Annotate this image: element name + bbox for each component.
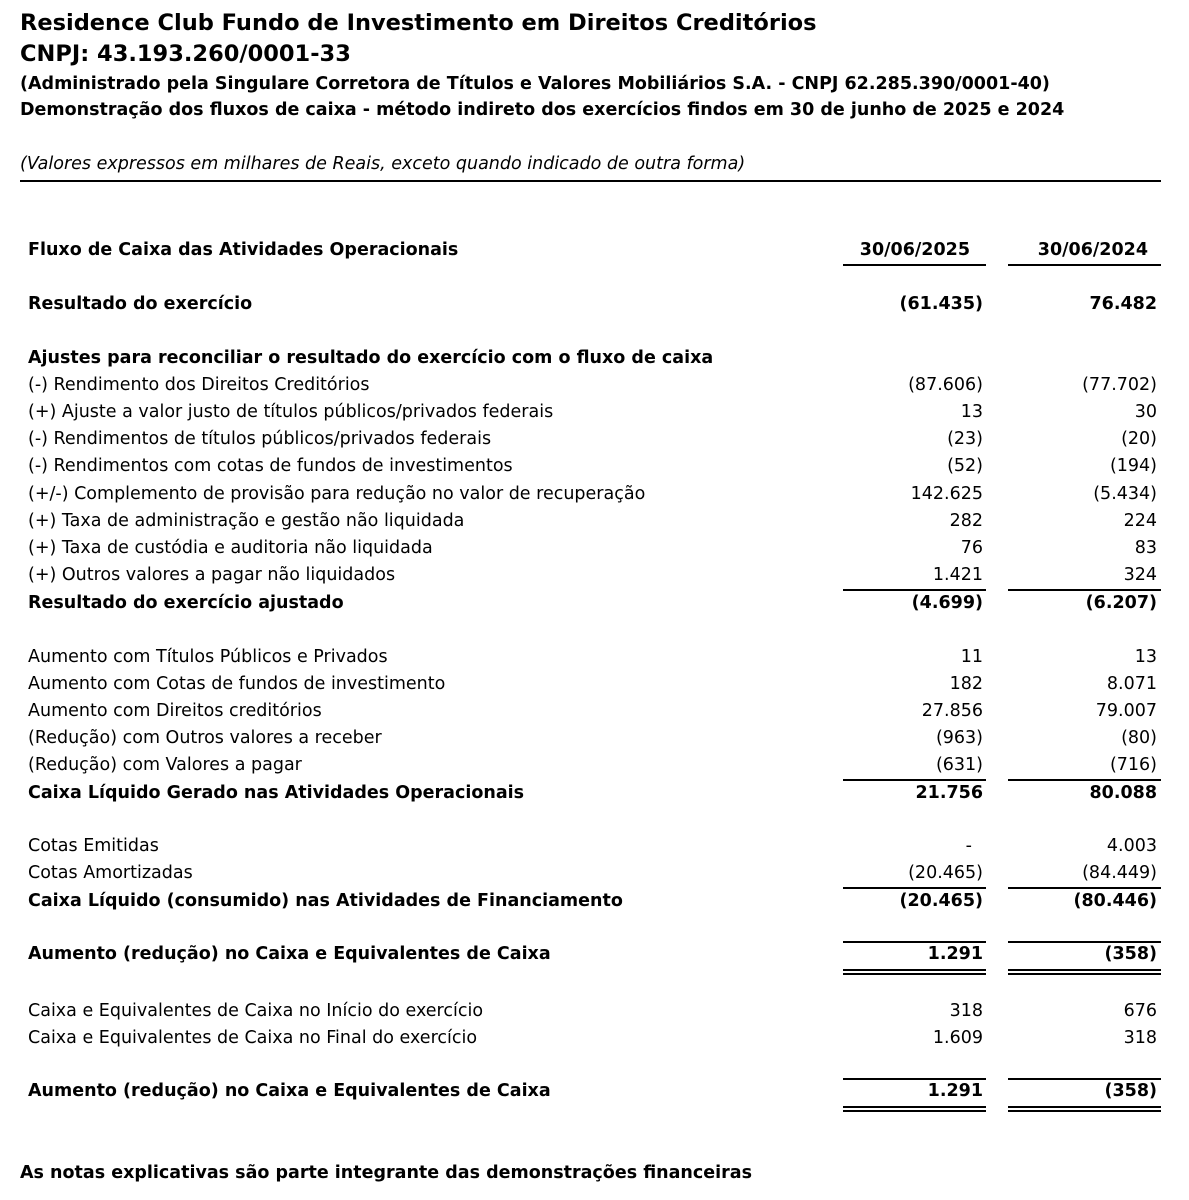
table-row: [0, 399, 1189, 425]
value-2024: 4.003: [1106, 836, 1157, 856]
footer-note: As notas explicativas são parte integrante das demonstrações financeiras: [20, 1163, 752, 1183]
row-label: (+) Ajuste a valor justo de títulos públicos/privados federais: [28, 402, 554, 422]
row-label: Caixa e Equivalentes de Caixa no Final do exercício: [28, 1028, 478, 1048]
column-header-underline-2025: [843, 264, 986, 266]
table-row: [0, 372, 1189, 398]
row-label: (+) Taxa de custódia e auditoria não liquidada: [28, 538, 433, 558]
table-row: [0, 671, 1189, 697]
row-label: (-) Rendimentos de títulos públicos/privados federais: [28, 429, 492, 449]
value-2024: (194): [1109, 456, 1157, 476]
row-label: (+) Outros valores a pagar não liquidados: [28, 565, 396, 585]
value-2025: 1.421: [932, 565, 983, 585]
value-2024: (84.449): [1082, 863, 1157, 883]
table-row: [0, 345, 1189, 371]
administrator-line: (Administrado pela Singulare Corretora de Títulos e Valores Mobiliários S.A. - CNPJ 62.285.390/0001-40): [20, 74, 1050, 94]
row-label: Caixa Líquido (consumido) nas Atividades de Financiamento: [28, 891, 623, 911]
value-2024: (20): [1121, 429, 1157, 449]
table-row: [0, 644, 1189, 670]
table-row: [0, 888, 1189, 914]
value-2025: 1.609: [932, 1028, 983, 1048]
table-row: [0, 941, 1189, 967]
row-label: Aumento (redução) no Caixa e Equivalentes de Caixa: [28, 944, 551, 964]
value-2025: (631): [935, 755, 983, 775]
header-divider: [20, 180, 1161, 182]
row-label: (Redução) com Outros valores a receber: [28, 728, 382, 748]
row-label: Aumento (redução) no Caixa e Equivalentes de Caixa: [28, 1081, 551, 1101]
table-row: [0, 752, 1189, 778]
value-2024: 30: [1134, 402, 1157, 422]
row-label: (Redução) com Valores a pagar: [28, 755, 302, 775]
table-row: [0, 1078, 1189, 1104]
value-2024: 318: [1123, 1028, 1157, 1048]
units-note: (Valores expressos em milhares de Reais, exceto quando indicado de outra forma): [20, 154, 746, 174]
value-2025: 1.291: [927, 1081, 983, 1101]
value-2024: 83: [1134, 538, 1157, 558]
value-2024: (5.434): [1093, 484, 1157, 504]
value-2024: (716): [1109, 755, 1157, 775]
value-2025: (963): [935, 728, 983, 748]
double-rule-2024-b: [1008, 1110, 1161, 1112]
row-label: (-) Rendimentos com cotas de fundos de investimentos: [28, 456, 513, 476]
row-label: Aumento com Direitos creditórios: [28, 701, 322, 721]
double-rule-2025-b: [843, 973, 986, 975]
value-2024: 676: [1123, 1001, 1157, 1021]
value-2025: (61.435): [899, 294, 983, 314]
value-2024: (6.207): [1085, 593, 1157, 613]
column-header-underline-2024: [1008, 264, 1161, 266]
document-title: Residence Club Fundo de Investimento em Direitos Creditórios: [20, 10, 817, 36]
column-header-2024: 30/06/2024: [1037, 240, 1148, 260]
row-label: (+/-) Complemento de provisão para redução no valor de recuperação: [28, 484, 646, 504]
value-2024: 324: [1123, 565, 1157, 585]
value-2025: (87.606): [908, 375, 983, 395]
table-row: [0, 725, 1189, 751]
value-2025: 11: [960, 647, 983, 667]
statement-title: Demonstração dos fluxos de caixa - método indireto dos exercícios findos em 30 de junho de 2025 e 2024: [20, 100, 1065, 120]
table-row: [0, 780, 1189, 806]
row-label: (-) Rendimento dos Direitos Creditórios: [28, 375, 370, 395]
table-row: [0, 481, 1189, 507]
value-2024: (80.446): [1073, 891, 1157, 911]
value-2024: (358): [1104, 1081, 1157, 1101]
table-row: [0, 291, 1189, 317]
table-row: [0, 508, 1189, 534]
value-2025: (23): [947, 429, 983, 449]
double-rule-2024-a: [1008, 1106, 1161, 1108]
value-2025: 282: [949, 511, 983, 531]
table-row: [0, 590, 1189, 616]
table-row: [0, 453, 1189, 479]
value-2024: (77.702): [1082, 375, 1157, 395]
value-2025: 27.856: [921, 701, 983, 721]
table-row: [0, 698, 1189, 724]
row-label: Ajustes para reconciliar o resultado do exercício com o fluxo de caixa: [28, 348, 714, 368]
row-label: Aumento com Títulos Públicos e Privados: [28, 647, 388, 667]
row-label: Resultado do exercício: [28, 294, 253, 314]
table-row: [0, 426, 1189, 452]
value-2025: 21.756: [915, 783, 983, 803]
row-label: Resultado do exercício ajustado: [28, 593, 344, 613]
double-rule-2024-a: [1008, 969, 1161, 971]
double-rule-2025-a: [843, 969, 986, 971]
table-row: [0, 998, 1189, 1024]
value-2025: (20.465): [899, 891, 983, 911]
value-2024: 13: [1134, 647, 1157, 667]
value-2024: (80): [1121, 728, 1157, 748]
fund-cnpj: CNPJ: 43.193.260/0001-33: [20, 41, 351, 67]
value-2025: -: [965, 836, 972, 856]
row-label: Aumento com Cotas de fundos de investimento: [28, 674, 446, 694]
double-rule-2025-a: [843, 1106, 986, 1108]
value-2024: 224: [1123, 511, 1157, 531]
value-2024: 76.482: [1089, 294, 1157, 314]
double-rule-2025-b: [843, 1110, 986, 1112]
value-2024: 79.007: [1095, 701, 1157, 721]
column-header-row: [0, 237, 1189, 263]
value-2025: 182: [949, 674, 983, 694]
section-title: Fluxo de Caixa das Atividades Operacionais: [28, 240, 459, 260]
row-label: Cotas Amortizadas: [28, 863, 193, 883]
column-header-2025: 30/06/2025: [859, 240, 970, 260]
value-2025: 1.291: [927, 944, 983, 964]
row-label: Cotas Emitidas: [28, 836, 159, 856]
value-2025: 142.625: [910, 484, 983, 504]
value-2025: 76: [960, 538, 983, 558]
value-2025: (20.465): [908, 863, 983, 883]
table-row: [0, 833, 1189, 859]
table-row: [0, 535, 1189, 561]
value-2025: 318: [949, 1001, 983, 1021]
table-row: [0, 860, 1189, 886]
table-row: [0, 1025, 1189, 1051]
value-2024: (358): [1104, 944, 1157, 964]
value-2025: (52): [947, 456, 983, 476]
row-label: Caixa Líquido Gerado nas Atividades Operacionais: [28, 783, 525, 803]
value-2024: 8.071: [1106, 674, 1157, 694]
value-2024: 80.088: [1089, 783, 1157, 803]
row-label: Caixa e Equivalentes de Caixa no Início do exercício: [28, 1001, 484, 1021]
table-row: [0, 562, 1189, 588]
row-label: (+) Taxa de administração e gestão não liquidada: [28, 511, 465, 531]
double-rule-2024-b: [1008, 973, 1161, 975]
value-2025: (4.699): [911, 593, 983, 613]
value-2025: 13: [960, 402, 983, 422]
